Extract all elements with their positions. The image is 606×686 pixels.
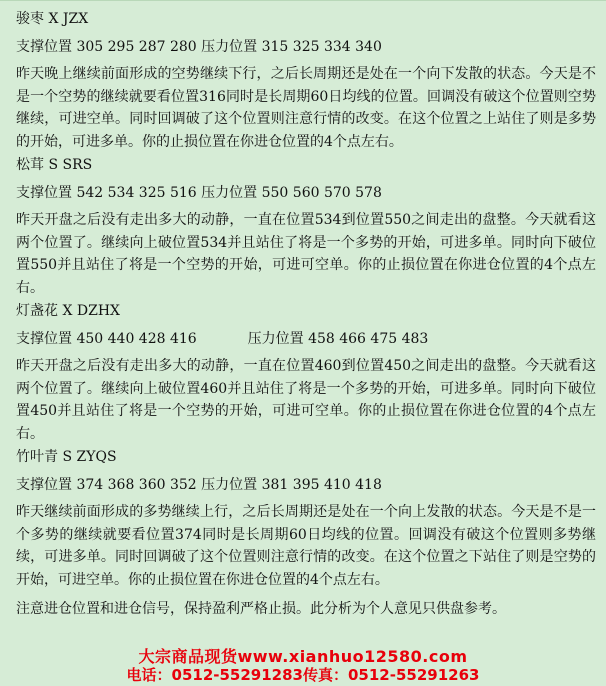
section-paragraph: 昨天开盘之后没有走出多大的动静，一直在位置534到位置550之间走出的盘整。今天就看这两个位置了。继续向上破位置534并且站住了将是一个多势的开始，可进多单。同时向下破位置550并且站住了将是一个空势的开始，可进可空单。你的止损位置在你进仓位置的4个点左右。 [16, 212, 596, 296]
resistance-values: 550 560 570 578 [261, 185, 382, 201]
support-values: 450 440 428 416 [76, 331, 197, 347]
section-srs [16, 153, 596, 299]
resistance-values: 381 395 410 418 [261, 477, 382, 493]
support-values: 374 368 360 352 [76, 477, 197, 493]
resistance-label: 压力位置 [247, 331, 304, 347]
resistance-values: 458 466 475 483 [308, 331, 429, 347]
price-levels [16, 35, 596, 59]
support-label: 支撑位置 [16, 39, 72, 55]
section-dzhx [16, 299, 596, 445]
section-paragraph: 昨天晚上继续前面形成的空势继续下行，之后长周期还是处在一个向下发散的状态。今天是不是一个空势的继续就要看位置316同时是长周期60日均线的位置。回调没有破这个位置则空势继续，可进空单。同时回调破了这个位置则注意行情的改变。在这个位置之上站住了则是多势的开始，可进多单。你的止损位置在你进仓位置的4个点左右。 [16, 66, 596, 150]
price-levels [16, 473, 596, 497]
support-values: 542 534 325 516 [76, 185, 197, 201]
support-label: 支撑位置 [16, 331, 72, 347]
contact-footer [0, 648, 606, 684]
section-title: 松茸 S SRS [16, 157, 93, 173]
section-paragraph: 昨天开盘之后没有走出多大的动静，一直在位置460到位置450之间走出的盘整。今天就看这两个位置了。继续向上破位置460并且站住了将是一个多势的开始，可进多单。同时向下破位置450并且站住了将是一个空势的开始，可进可空单。你的止损位置在你进仓位置的4个点左右。 [16, 358, 596, 442]
resistance-label: 压力位置 [201, 185, 258, 201]
analysis-content [16, 7, 596, 621]
section-title: 竹叶青 S ZYQS [16, 449, 117, 465]
support-label: 支撑位置 [16, 185, 72, 201]
resistance-label: 压力位置 [201, 477, 258, 493]
resistance-label: 压力位置 [201, 39, 258, 55]
section-title: 灯盏花 X DZHX [16, 303, 120, 319]
price-levels [16, 181, 596, 205]
risk-note: 注意进仓位置和进仓信号，保持盈利严格止损。此分析为个人意见只供盘参考。 [16, 601, 506, 617]
section-zyqs [16, 445, 596, 591]
section-title: 骏枣 X JZX [16, 11, 89, 27]
phone-fax-line: 电话：0512-55291283传真：0512-55291263 [126, 666, 480, 684]
price-levels [16, 327, 596, 351]
support-values: 305 295 287 280 [76, 39, 197, 55]
section-jzx [16, 7, 596, 153]
website-line: 大宗商品现货www.xianhuo12580.com [138, 647, 468, 666]
support-label: 支撑位置 [16, 477, 72, 493]
section-paragraph: 昨天继续前面形成的多势继续上行，之后长周期还是处在一个向上发散的状态。今天是不是一个多势的继续就要看位置374同时是长周期60日均线的位置。回调没有破这个位置则多势继续，可进多单。同时回调破了这个位置则注意行情的改变。在这个位置之下站住了则是空势的开始，可进空单。你的止损位置在你进仓位置的4个点左右。 [16, 504, 596, 588]
resistance-values: 315 325 334 340 [261, 39, 382, 55]
